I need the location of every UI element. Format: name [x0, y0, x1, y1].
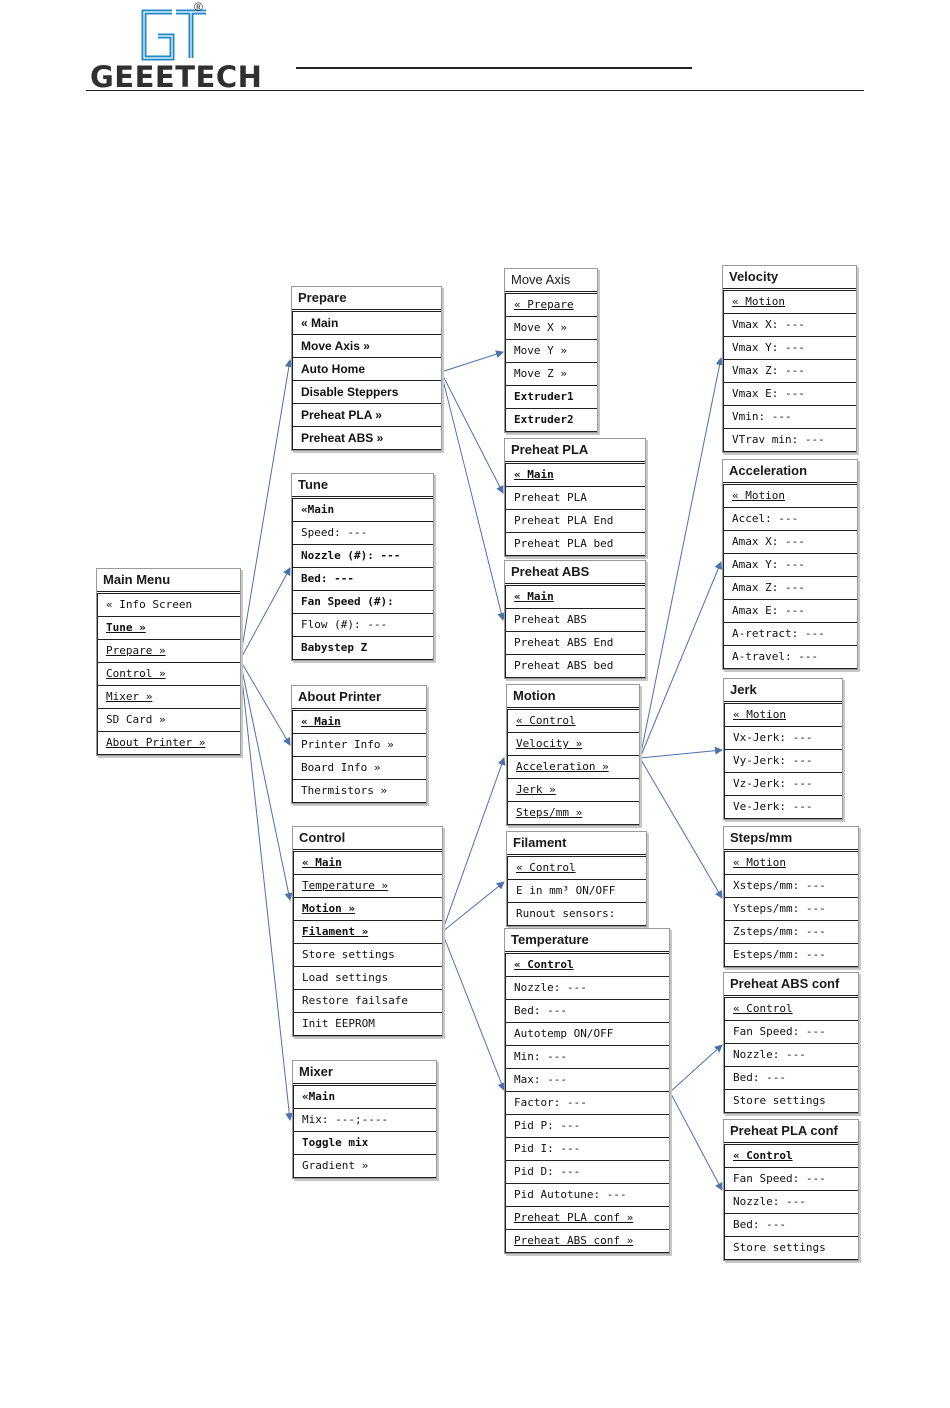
jerk-menu-title: Jerk: [724, 679, 842, 704]
tune-item-speed[interactable]: Speed: ---: [292, 522, 433, 545]
main-item-prepare[interactable]: Prepare »: [97, 640, 240, 663]
prepare-item-main[interactable]: « Main: [292, 312, 441, 335]
control-menu-box: [292, 826, 443, 1037]
filament-menu-box: [506, 831, 647, 927]
control-item-filament[interactable]: Filament »: [293, 921, 442, 944]
preheat-abs-item-preheat[interactable]: Preheat ABS: [505, 609, 645, 632]
abs-conf-menu-box: [723, 972, 859, 1114]
temperature-menu-box: [504, 928, 670, 1254]
main-item-tune[interactable]: Tune »: [97, 617, 240, 640]
steps-item-y[interactable]: Ysteps/mm: ---: [724, 898, 858, 921]
about-printer-menu-title: About Printer: [292, 686, 426, 711]
acceleration-item-amax-y[interactable]: Amax Y: ---: [723, 554, 857, 577]
velocity-item-vmin[interactable]: Vmin: ---: [723, 406, 856, 429]
about-item-main[interactable]: « Main: [292, 711, 426, 734]
pla-conf-item-store-settings[interactable]: Store settings: [724, 1237, 858, 1260]
arrow-control-to-motion: [442, 758, 504, 932]
control-item-restore-failsafe[interactable]: Restore failsafe: [293, 990, 442, 1013]
control-item-store-settings[interactable]: Store settings: [293, 944, 442, 967]
prepare-item-move-axis[interactable]: Move Axis »: [292, 335, 441, 358]
motion-item-jerk[interactable]: Jerk »: [507, 779, 639, 802]
steps-item-e[interactable]: Esteps/mm: ---: [724, 944, 858, 967]
velocity-item-vmax-z[interactable]: Vmax Z: ---: [723, 360, 856, 383]
acceleration-item-a-travel[interactable]: A-travel: ---: [723, 646, 857, 669]
filament-menu-title: Filament: [507, 832, 646, 857]
temperature-item-pid-autotune[interactable]: Pid Autotune: ---: [505, 1184, 669, 1207]
mixer-item-mix[interactable]: Mix: ---;----: [293, 1109, 436, 1132]
arrow-temperature-to-abs-conf: [670, 1045, 722, 1092]
preheat-abs-menu-box: [504, 560, 646, 679]
arrow-prepare-to-preheat-abs: [441, 372, 503, 620]
steps-item-x[interactable]: Xsteps/mm: ---: [724, 875, 858, 898]
prepare-menu-title: Prepare: [292, 287, 441, 312]
move-axis-item-move-x[interactable]: Move X »: [505, 317, 597, 340]
motion-menu-title: Motion: [507, 685, 639, 710]
registered-mark: ®: [194, 0, 203, 14]
velocity-item-vtrav-min[interactable]: VTrav min: ---: [723, 429, 856, 452]
jerk-menu-box: [723, 678, 843, 820]
abs-conf-item-store-settings[interactable]: Store settings: [724, 1090, 858, 1113]
about-item-board-info[interactable]: Board Info »: [292, 757, 426, 780]
main-item-control[interactable]: Control »: [97, 663, 240, 686]
temperature-item-pid-d[interactable]: Pid D: ---: [505, 1161, 669, 1184]
move-axis-item-extruder1[interactable]: Extruder1: [505, 386, 597, 409]
move-axis-menu-title: Move Axis: [505, 269, 597, 294]
control-item-init-eeprom[interactable]: Init EEPROM: [293, 1013, 442, 1036]
prepare-item-preheat-abs[interactable]: Preheat ABS »: [292, 427, 441, 450]
preheat-abs-item-bed[interactable]: Preheat ABS bed: [505, 655, 645, 678]
prepare-item-auto-home[interactable]: Auto Home: [292, 358, 441, 381]
preheat-pla-item-end[interactable]: Preheat PLA End: [505, 510, 645, 533]
pla-conf-item-bed[interactable]: Bed: ---: [724, 1214, 858, 1237]
about-item-printer-info[interactable]: Printer Info »: [292, 734, 426, 757]
temperature-item-min[interactable]: Min: ---: [505, 1046, 669, 1069]
prepare-item-preheat-pla[interactable]: Preheat PLA »: [292, 404, 441, 427]
jerk-item-vx[interactable]: Vx-Jerk: ---: [724, 727, 842, 750]
velocity-menu-box: [722, 265, 857, 453]
temperature-item-control[interactable]: « Control: [505, 954, 669, 977]
arrow-main-to-mixer: [240, 660, 290, 1120]
motion-item-velocity[interactable]: Velocity »: [507, 733, 639, 756]
preheat-pla-menu-title: Preheat PLA: [505, 439, 645, 464]
filament-item-runout-sensors[interactable]: Runout sensors:: [507, 903, 646, 926]
abs-conf-menu-title: Preheat ABS conf: [724, 973, 858, 998]
velocity-item-vmax-x[interactable]: Vmax X: ---: [723, 314, 856, 337]
jerk-item-motion[interactable]: « Motion: [724, 704, 842, 727]
temperature-item-factor[interactable]: Factor: ---: [505, 1092, 669, 1115]
temperature-item-pid-p[interactable]: Pid P: ---: [505, 1115, 669, 1138]
tune-item-nozzle[interactable]: Nozzle (#): ---: [292, 545, 433, 568]
motion-item-steps[interactable]: Steps/mm »: [507, 802, 639, 825]
prepare-item-disable-steppers[interactable]: Disable Steppers: [292, 381, 441, 404]
jerk-item-ve[interactable]: Ve-Jerk: ---: [724, 796, 842, 819]
about-printer-menu-box: [291, 685, 427, 804]
velocity-menu-title: Velocity: [723, 266, 856, 291]
motion-menu-box: [506, 684, 640, 826]
preheat-pla-item-main[interactable]: « Main: [505, 464, 645, 487]
control-menu-title: Control: [293, 827, 442, 852]
control-item-main[interactable]: « Main: [293, 852, 442, 875]
move-axis-menu-box: [504, 268, 598, 433]
brand-name: GEEETECH: [90, 60, 263, 94]
move-axis-item-prepare[interactable]: « Prepare: [505, 294, 597, 317]
acceleration-item-accel[interactable]: Accel: ---: [723, 508, 857, 531]
motion-item-control[interactable]: « Control: [507, 710, 639, 733]
arrow-main-to-control: [240, 660, 290, 900]
temperature-menu-title: Temperature: [505, 929, 669, 954]
steps-menu-box: [723, 826, 859, 968]
mixer-item-toggle-mix[interactable]: Toggle mix: [293, 1132, 436, 1155]
about-item-thermistors[interactable]: Thermistors »: [292, 780, 426, 803]
abs-conf-item-control[interactable]: « Control: [724, 998, 858, 1021]
control-item-load-settings[interactable]: Load settings: [293, 967, 442, 990]
acceleration-menu-box: [722, 459, 858, 670]
jerk-item-vz[interactable]: Vz-Jerk: ---: [724, 773, 842, 796]
tune-item-babystep-z[interactable]: Babystep Z: [292, 637, 433, 660]
arrow-prepare-to-preheat-pla: [441, 372, 503, 493]
acceleration-item-amax-e[interactable]: Amax E: ---: [723, 600, 857, 623]
mixer-menu-title: Mixer: [293, 1061, 436, 1086]
arrow-motion-to-steps: [640, 758, 722, 898]
motion-item-acceleration[interactable]: Acceleration »: [507, 756, 639, 779]
move-axis-item-move-z[interactable]: Move Z »: [505, 363, 597, 386]
pla-conf-menu-title: Preheat PLA conf: [724, 1120, 858, 1145]
acceleration-item-motion[interactable]: « Motion: [723, 485, 857, 508]
temperature-item-bed[interactable]: Bed: ---: [505, 1000, 669, 1023]
abs-conf-item-fan-speed[interactable]: Fan Speed: ---: [724, 1021, 858, 1044]
preheat-abs-item-end[interactable]: Preheat ABS End: [505, 632, 645, 655]
arrow-temperature-to-pla-conf: [670, 1092, 722, 1190]
filament-item-control[interactable]: « Control: [507, 857, 646, 880]
main-item-sd-card[interactable]: SD Card »: [97, 709, 240, 732]
temperature-item-pid-i[interactable]: Pid I: ---: [505, 1138, 669, 1161]
arrow-prepare-to-move-axis: [441, 352, 503, 372]
acceleration-item-a-retract[interactable]: A-retract: ---: [723, 623, 857, 646]
steps-menu-title: Steps/mm: [724, 827, 858, 852]
steps-item-z[interactable]: Zsteps/mm: ---: [724, 921, 858, 944]
control-item-motion[interactable]: Motion »: [293, 898, 442, 921]
main-menu-title: Main Menu: [97, 569, 240, 594]
tune-menu-title: Tune: [292, 474, 433, 499]
preheat-abs-menu-title: Preheat ABS: [505, 561, 645, 586]
velocity-item-motion[interactable]: « Motion: [723, 291, 856, 314]
velocity-item-vmax-e[interactable]: Vmax E: ---: [723, 383, 856, 406]
velocity-item-vmax-y[interactable]: Vmax Y: ---: [723, 337, 856, 360]
pla-conf-item-nozzle[interactable]: Nozzle: ---: [724, 1191, 858, 1214]
acceleration-item-amax-x[interactable]: Amax X: ---: [723, 531, 857, 554]
temperature-item-preheat-pla-conf[interactable]: Preheat PLA conf »: [505, 1207, 669, 1230]
tune-item-flow[interactable]: Flow (#): ---: [292, 614, 433, 637]
control-item-temperature[interactable]: Temperature »: [293, 875, 442, 898]
main-item-mixer[interactable]: Mixer »: [97, 686, 240, 709]
arrow-motion-to-velocity: [640, 358, 721, 758]
main-item-info-screen[interactable]: « Info Screen: [97, 594, 240, 617]
preheat-pla-item-bed[interactable]: Preheat PLA bed: [505, 533, 645, 556]
mixer-item-gradient[interactable]: Gradient »: [293, 1155, 436, 1178]
steps-item-motion[interactable]: « Motion: [724, 852, 858, 875]
move-axis-item-move-y[interactable]: Move Y »: [505, 340, 597, 363]
acceleration-item-amax-z[interactable]: Amax Z: ---: [723, 577, 857, 600]
arrow-motion-to-acceleration: [640, 562, 721, 758]
jerk-item-vy[interactable]: Vy-Jerk: ---: [724, 750, 842, 773]
arrow-motion-to-jerk: [640, 750, 722, 758]
temperature-item-nozzle[interactable]: Nozzle: ---: [505, 977, 669, 1000]
tune-item-fan-speed[interactable]: Fan Speed (#):: [292, 591, 433, 614]
preheat-pla-item-preheat[interactable]: Preheat PLA: [505, 487, 645, 510]
pla-conf-item-control[interactable]: « Control: [724, 1145, 858, 1168]
tune-menu-box: [291, 473, 434, 661]
filament-item-e-in-mm3[interactable]: E in mm³ ON/OFF: [507, 880, 646, 903]
temperature-item-max[interactable]: Max: ---: [505, 1069, 669, 1092]
temperature-item-autotemp[interactable]: Autotemp ON/OFF: [505, 1023, 669, 1046]
tune-item-main[interactable]: «Main: [292, 499, 433, 522]
acceleration-menu-title: Acceleration: [723, 460, 857, 485]
main-item-about-printer[interactable]: About Printer »: [97, 732, 240, 755]
mixer-menu-box: [292, 1060, 437, 1179]
tune-item-bed[interactable]: Bed: ---: [292, 568, 433, 591]
mixer-item-main[interactable]: «Main: [293, 1086, 436, 1109]
temperature-item-preheat-abs-conf[interactable]: Preheat ABS conf »: [505, 1230, 669, 1253]
main-menu-box: [96, 568, 241, 756]
preheat-pla-menu-box: [504, 438, 646, 557]
abs-conf-item-bed[interactable]: Bed: ---: [724, 1067, 858, 1090]
abs-conf-item-nozzle[interactable]: Nozzle: ---: [724, 1044, 858, 1067]
pla-conf-item-fan-speed[interactable]: Fan Speed: ---: [724, 1168, 858, 1191]
prepare-menu-box: [291, 286, 442, 451]
preheat-abs-item-main[interactable]: « Main: [505, 586, 645, 609]
arrow-control-to-temperature: [442, 932, 504, 1090]
pla-conf-menu-box: [723, 1119, 859, 1261]
move-axis-item-extruder2[interactable]: Extruder2: [505, 409, 597, 432]
